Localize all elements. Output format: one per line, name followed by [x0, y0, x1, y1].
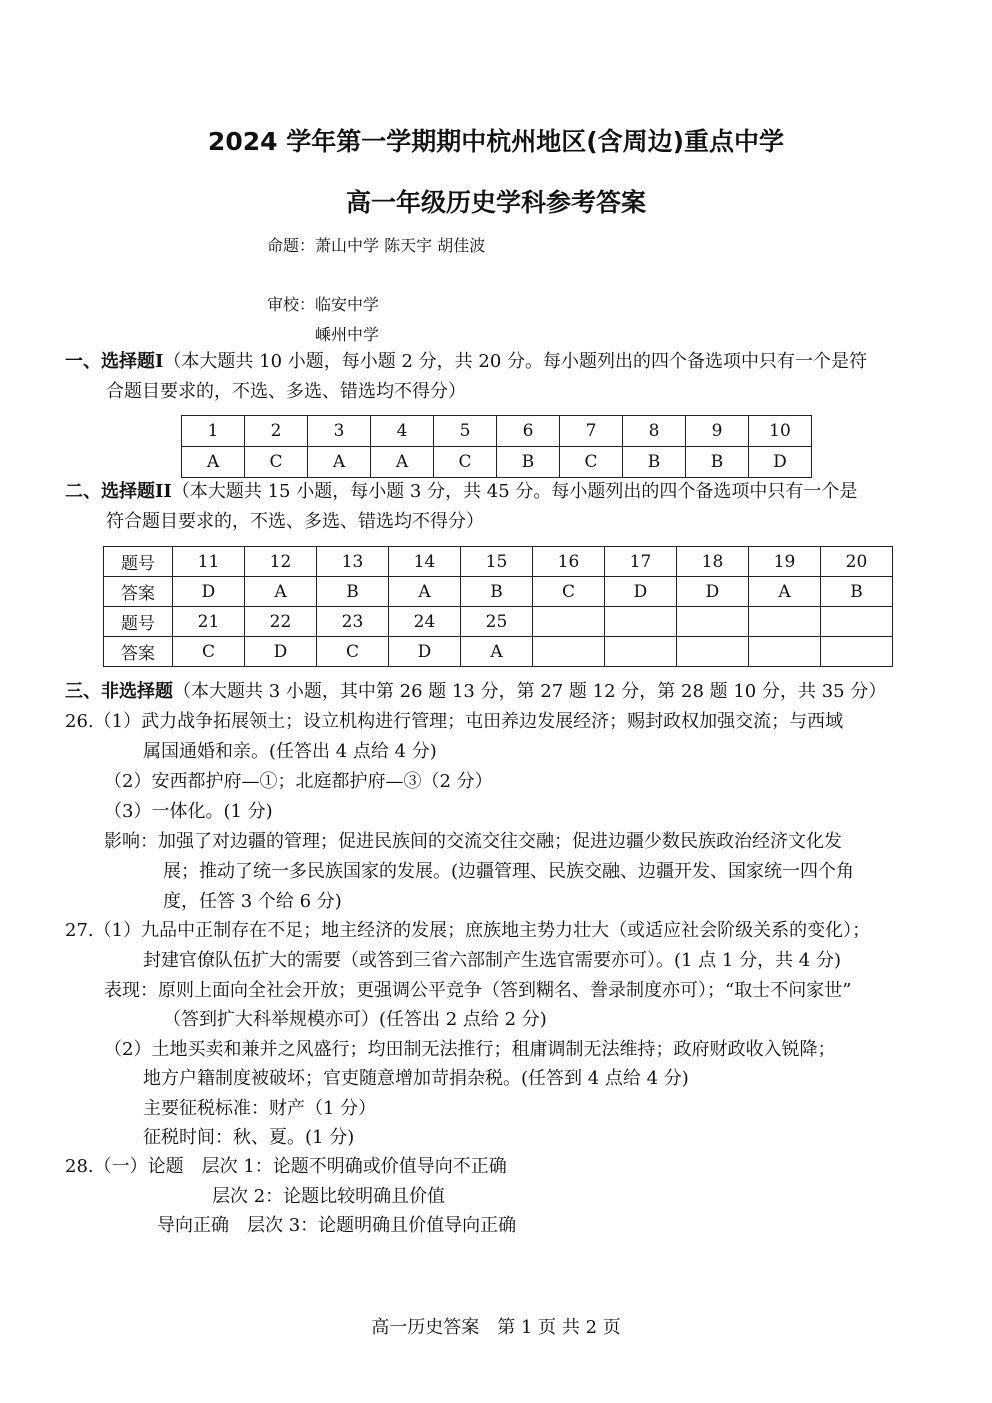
table-cell: 9 [686, 416, 749, 447]
section2-desc-line1 [65, 477, 857, 507]
table-cell: 23 [317, 607, 389, 637]
q27-line: （2）土地买卖和兼并之风盛行；均田制无法推行；租庸调制无法维持；政府财政收入锐降； [104, 1039, 836, 1060]
author-line [267, 233, 485, 256]
section2-answer-table [103, 546, 893, 667]
review-line [267, 292, 379, 315]
q26-line: （2）安西都护府—①；北庭都护府—③（2 分） [104, 771, 493, 792]
author-label: 命题： [267, 236, 316, 255]
table-cell: 4 [371, 416, 434, 447]
table-cell: B [317, 577, 389, 607]
table-cell: 19 [749, 547, 821, 577]
table-cell: C [317, 637, 389, 667]
section1-number-row [182, 416, 812, 447]
section1-desc-line2: 合题目要求的，不选、多选、错选均不得分） [106, 381, 466, 402]
document-subtitle: 高一年级历史学科参考答案 [345, 188, 646, 217]
review-school-2: 嵊州中学 [315, 325, 380, 344]
table-cell [749, 637, 821, 667]
q28-line: 导向正确 层次 3：论题明确且价值导向正确 [157, 1215, 517, 1236]
section1-heading: 一、选择题I [65, 351, 164, 372]
table-cell: 17 [605, 547, 677, 577]
table-cell [821, 637, 893, 667]
table-cell: 25 [461, 607, 533, 637]
table-cell: 21 [173, 607, 245, 637]
q28-line: 层次 2：论题比较明确且价值 [212, 1186, 446, 1207]
table-cell: 8 [623, 416, 686, 447]
table-cell: 11 [173, 547, 245, 577]
table-cell: 22 [245, 607, 317, 637]
section1-desc-text: （本大题共 10 小题，每小题 2 分，共 20 分。每小题列出的四个备选项中只有一个是符 [163, 351, 868, 372]
table-cell: 16 [533, 547, 605, 577]
q26-line: 度，任答 3 个给 6 分) [163, 891, 342, 912]
section3-heading: 三、非选择题 [65, 681, 173, 702]
table-cell: C [560, 447, 623, 478]
table-cell: A [182, 447, 245, 478]
row-label: 答案 [104, 637, 173, 667]
section2-desc-text: （本大题共 15 小题，每小题 3 分，共 45 分。每小题列出的四个备选项中只有一个是 [171, 481, 858, 502]
table-cell: 14 [389, 547, 461, 577]
section1-answer-table [181, 415, 812, 478]
review-label: 审校： [267, 295, 316, 314]
table-cell: C [245, 447, 308, 478]
table-cell: A [749, 577, 821, 607]
table-cell [749, 607, 821, 637]
section1-answer-row [182, 447, 812, 478]
table-cell: D [749, 447, 812, 478]
table-cell: 12 [245, 547, 317, 577]
table-cell: B [821, 577, 893, 607]
table-cell: 6 [497, 416, 560, 447]
q27-line: （答到扩大科举规模亦可）(任答出 2 点给 2 分) [163, 1009, 547, 1030]
table-cell: 18 [677, 547, 749, 577]
table-cell: 1 [182, 416, 245, 447]
q26-line: 26.（1）武力战争拓展领土；设立机构进行管理；屯田养边发展经济；赐封政权加强交流；与西域 [65, 711, 844, 732]
section2-heading: 二、选择题II [65, 481, 172, 502]
table-cell: D [677, 577, 749, 607]
table-cell: D [173, 577, 245, 607]
table-cell: 2 [245, 416, 308, 447]
table-cell: 5 [434, 416, 497, 447]
section2-desc-line2: 符合题目要求的，不选、多选、错选均不得分） [106, 511, 484, 532]
q27-line: 表现：原则上面向全社会开放；更强调公平竞争（答到糊名、誊录制度亦可）；“取士不问家世” [104, 980, 852, 1001]
row-label: 题号 [104, 607, 173, 637]
table-cell: 3 [308, 416, 371, 447]
table-cell: B [461, 577, 533, 607]
table-cell [605, 637, 677, 667]
table-cell: 15 [461, 547, 533, 577]
table-cell [533, 637, 605, 667]
q27-line: 地方户籍制度被破坏；官吏随意增加苛捐杂税。(任答到 4 点给 4 分) [143, 1068, 689, 1089]
q27-line: 27.（1）九品中正制存在不足；地主经济的发展；庶族地主势力壮大（或适应社会阶级关系的变化）； [65, 920, 871, 941]
table-cell [821, 607, 893, 637]
section3-desc: （本大题共 3 小题，其中第 26 题 13 分，第 27 题 12 分，第 28 题 10 分，共 35 分） [173, 681, 887, 702]
q26-line: 展；推动了统一多民族国家的发展。(边疆管理、民族交融、边疆开发、国家统一四个角 [163, 861, 855, 882]
table-cell: B [686, 447, 749, 478]
table-cell: 10 [749, 416, 812, 447]
page-footer: 高一历史答案 第 1 页 共 2 页 [371, 1317, 621, 1338]
table-cell [533, 607, 605, 637]
table-cell: C [533, 577, 605, 607]
section2-number-row-2 [104, 607, 893, 637]
review-school-1: 临安中学 [315, 295, 380, 314]
table-cell [605, 607, 677, 637]
section3-header [65, 677, 886, 707]
table-cell: A [371, 447, 434, 478]
q26-line: 属国通婚和亲。(任答出 4 点给 4 分) [143, 741, 437, 762]
row-label: 题号 [104, 547, 173, 577]
table-cell: D [389, 637, 461, 667]
author-value: 萧山中学 陈天宇 胡佳波 [315, 236, 486, 255]
table-cell: D [605, 577, 677, 607]
section2-number-row-1 [104, 547, 893, 577]
table-cell: B [623, 447, 686, 478]
table-cell: A [389, 577, 461, 607]
table-cell: A [245, 577, 317, 607]
section1-desc-line1 [65, 347, 867, 377]
row-label: 答案 [104, 577, 173, 607]
table-cell: 7 [560, 416, 623, 447]
q28-line: 28.（一）论题 层次 1：论题不明确或价值导向不正确 [65, 1156, 507, 1177]
q26-line: 影响：加强了对边疆的管理；促进民族间的交流交往交融；促进边疆少数民族政治经济文化发 [104, 831, 842, 852]
table-cell: C [434, 447, 497, 478]
table-cell: 13 [317, 547, 389, 577]
q27-line: 主要征税标准：财产（1 分） [143, 1098, 377, 1119]
table-cell: 20 [821, 547, 893, 577]
table-cell: 24 [389, 607, 461, 637]
section2-answer-row-1 [104, 577, 893, 607]
table-cell: A [308, 447, 371, 478]
q26-line: （3）一体化。(1 分) [104, 801, 273, 822]
q27-line: 封建官僚队伍扩大的需要（或答到三省六部制产生选官需要亦可）。(1 点 1 分，共 4 分) [143, 950, 842, 971]
table-cell: A [461, 637, 533, 667]
table-cell: D [245, 637, 317, 667]
section2-answer-row-2 [104, 637, 893, 667]
table-cell [677, 607, 749, 637]
q27-line: 征税时间：秋、夏。(1 分) [143, 1127, 355, 1148]
table-cell: B [497, 447, 560, 478]
table-cell: C [173, 637, 245, 667]
document-title: 2024 学年第一学期期中杭州地区(含周边)重点中学 [207, 127, 785, 156]
table-cell [677, 637, 749, 667]
